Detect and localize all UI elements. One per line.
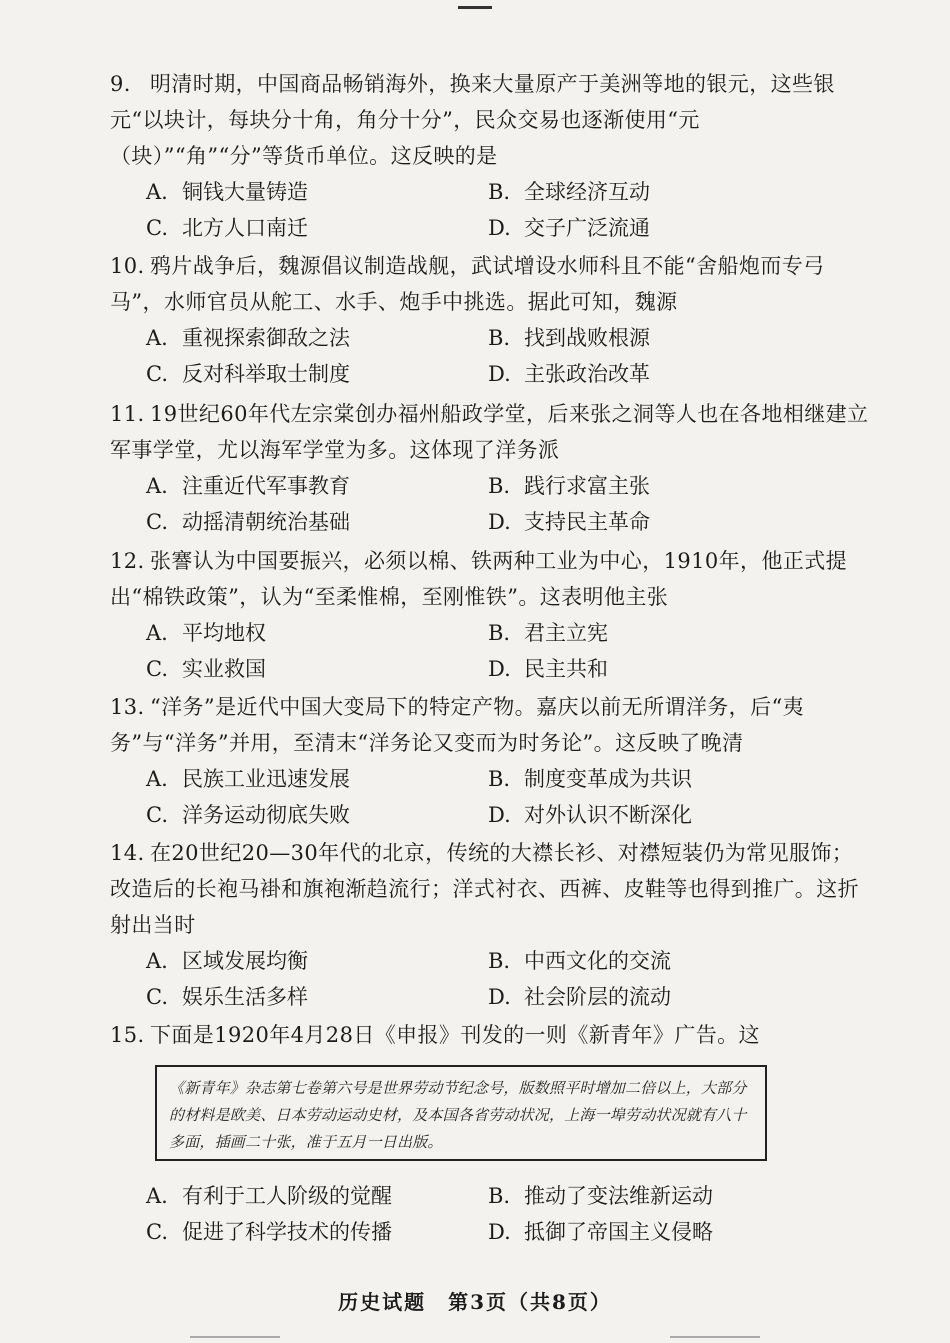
- option-d[interactable]: D. 主张政治改革: [488, 362, 650, 386]
- options: [110, 615, 870, 687]
- question-number: 9.: [110, 72, 131, 96]
- option-b[interactable]: B. 制度变革成为共识: [488, 767, 692, 791]
- page-footer: 历史试题 第3页（共8页）: [338, 1290, 612, 1314]
- options: [110, 761, 870, 833]
- question-12: [110, 543, 870, 687]
- option-b[interactable]: B. 中西文化的交流: [488, 949, 671, 973]
- option-c[interactable]: C. 娱乐生活多样: [146, 985, 308, 1009]
- top-mark: [458, 6, 492, 9]
- option-a[interactable]: A. 有利于工人阶级的觉醒: [146, 1184, 392, 1208]
- newspaper-advert-box: 《新青年》杂志第七卷第六号是世界劳动节纪念号，版数照平时增加二倍以上，大部分的材料是欧美、日本劳动运动史材，及本国各省劳动状况，上海一埠劳动状况就有八十多面，插画二十张，准于五月一日出版。: [155, 1065, 767, 1161]
- option-b[interactable]: B. 践行求富主张: [488, 474, 650, 498]
- options: [110, 468, 870, 540]
- options: [110, 943, 870, 1015]
- question-stem: [110, 66, 870, 174]
- option-a[interactable]: A. 铜钱大量铸造: [146, 180, 308, 204]
- option-d[interactable]: D. 民主共和: [488, 657, 608, 681]
- option-a[interactable]: A. 重视探索御敌之法: [146, 326, 350, 350]
- question-stem: 15. 下面是1920年4月28日《申报》刊发的一则《新青年》广告。这: [110, 1023, 760, 1047]
- option-a[interactable]: A. 区域发展均衡: [146, 949, 308, 973]
- option-b[interactable]: B. 全球经济互动: [488, 180, 650, 204]
- question-15-options: [110, 1178, 870, 1250]
- question-10: [110, 248, 870, 392]
- option-c[interactable]: C. 实业救国: [146, 657, 266, 681]
- option-a[interactable]: A. 民族工业迅速发展: [146, 767, 350, 791]
- option-c[interactable]: C. 洋务运动彻底失败: [146, 803, 350, 827]
- option-c[interactable]: C. 北方人口南迁: [146, 216, 308, 240]
- bottom-rule-left: [190, 1336, 280, 1338]
- option-b[interactable]: B. 君主立宪: [488, 621, 608, 645]
- option-d[interactable]: D. 抵御了帝国主义侵略: [488, 1220, 713, 1244]
- options: [110, 174, 870, 246]
- question-15: [110, 1017, 870, 1053]
- option-d[interactable]: D. 支持民主革命: [488, 510, 650, 534]
- question-stem: 13. “洋务”是近代中国大变局下的特定产物。嘉庆以前无所谓洋务，后“夷务”与“洋务”并用，至清末“洋务论又变而为时务论”。这反映了晚清: [110, 695, 805, 755]
- option-a[interactable]: A. 平均地权: [146, 621, 266, 645]
- option-c[interactable]: C. 反对科举取士制度: [146, 362, 350, 386]
- question-13: [110, 689, 870, 833]
- option-b[interactable]: B. 找到战败根源: [488, 326, 650, 350]
- question-text: 明清时期，中国商品畅销海外，换来大量原产于美洲等地的银元，这些银元“以块计，每块分十角，角分十分”，民众交易也逐渐使用“元（块）”“角”“分”等货币单位。这反映的是: [110, 72, 835, 168]
- question-stem: 14. 在20世纪20—30年代的北京，传统的大襟长衫、对襟短装仍为常见服饰；改造后的长袍马褂和旗袍渐趋流行；洋式衬衣、西裤、皮鞋等也得到推广。这折射出当时: [110, 841, 859, 937]
- options: [110, 320, 870, 392]
- option-d[interactable]: D. 社会阶层的流动: [488, 985, 671, 1009]
- options: [110, 1178, 870, 1250]
- question-stem: 10. 鸦片战争后，魏源倡议制造战舰，武试增设水师科且不能“舍船炮而专弓马”，水师官员从舵工、水手、炮手中挑选。据此可知，魏源: [110, 254, 825, 314]
- option-c[interactable]: C. 促进了科学技术的传播: [146, 1220, 392, 1244]
- question-14: [110, 835, 870, 1015]
- question-9: [110, 66, 870, 246]
- question-stem: 12. 张謇认为中国要振兴，必须以棉、铁两种工业为中心，1910年，他正式提出“棉铁政策”，认为“至柔惟棉，至刚惟铁”。这表明他主张: [110, 549, 848, 609]
- option-b[interactable]: B. 推动了变法维新运动: [488, 1184, 713, 1208]
- option-a[interactable]: A. 注重近代军事教育: [146, 474, 350, 498]
- option-c[interactable]: C. 动摇清朝统治基础: [146, 510, 350, 534]
- option-d[interactable]: D. 交子广泛流通: [488, 216, 650, 240]
- question-11: [110, 396, 870, 540]
- option-d[interactable]: D. 对外认识不断深化: [488, 803, 692, 827]
- question-stem: 11. 19世纪60年代左宗棠创办福州船政学堂，后来张之洞等人也在各地相继建立军事学堂，尤以海军学堂为多。这体现了洋务派: [110, 402, 869, 462]
- bottom-rule-right: [670, 1336, 760, 1338]
